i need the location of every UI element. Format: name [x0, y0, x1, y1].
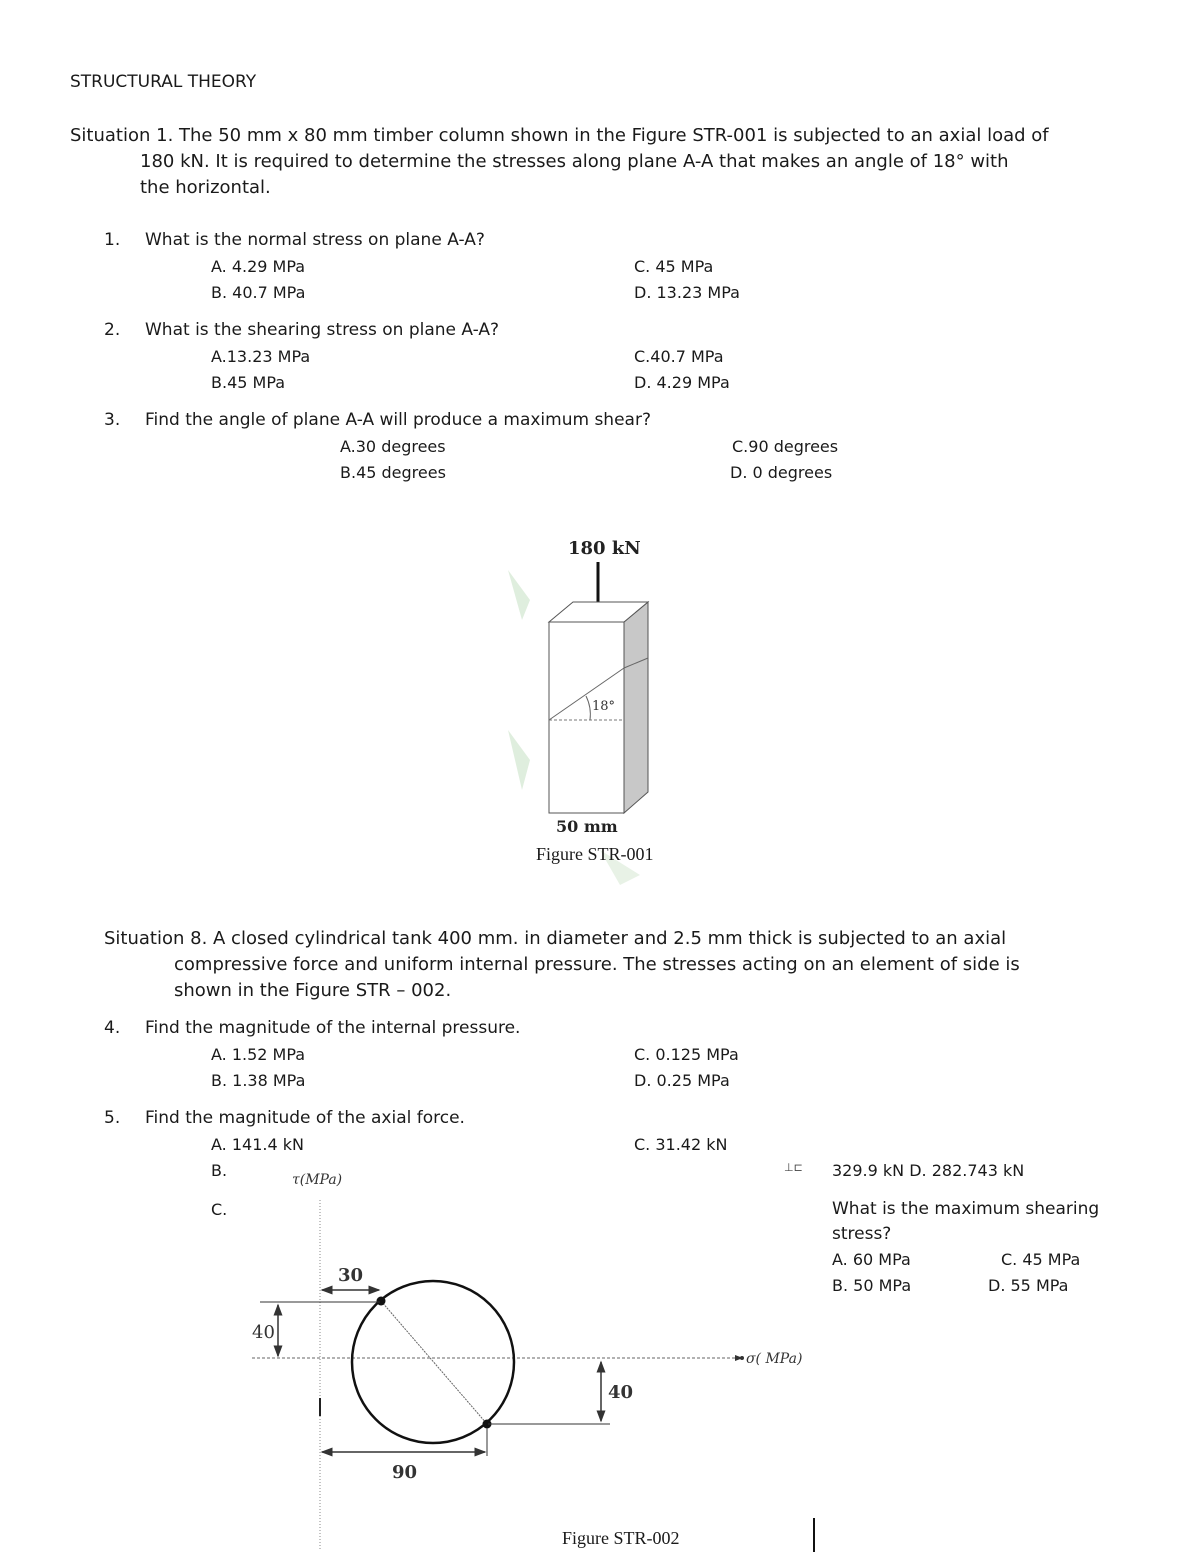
question-number: 1.	[104, 230, 121, 250]
dimension-40-left-label: 40	[252, 1322, 275, 1343]
option-a: A. 60 MPa	[832, 1250, 911, 1269]
mohr-circle	[352, 1281, 514, 1443]
option-b: B.45 MPa	[211, 373, 286, 392]
dimension-40-right-label: 40	[608, 1382, 634, 1403]
question-text: Find the magnitude of the axial force.	[145, 1108, 465, 1128]
option-b: B. 40.7 MPa	[211, 283, 306, 302]
stray-mark-icon: ⊥⊏	[784, 1161, 803, 1174]
option-b: B.	[211, 1161, 228, 1180]
figure-str-002	[240, 1160, 830, 1553]
question-number: 5.	[104, 1108, 121, 1128]
question-text: Find the magnitude of the internal pressure.	[145, 1018, 521, 1038]
situation-1-line-2: 180 kN. It is required to determine the stresses along plane A-A that makes an angle of 18° with	[140, 151, 1009, 172]
option-d: D. 13.23 MPa	[634, 283, 740, 302]
question-6-text-line-2: stress?	[832, 1224, 892, 1244]
option-a: A. 4.29 MPa	[211, 257, 306, 276]
option-b: B. 1.38 MPa	[211, 1071, 306, 1090]
option-a: A.13.23 MPa	[211, 347, 311, 366]
sigma-axis-label: σ( MPa)	[746, 1351, 803, 1367]
option-d: D. 0 degrees	[730, 463, 833, 482]
figure-2-caption: Figure STR-002	[562, 1528, 680, 1548]
option-d: 329.9 kN D. 282.743 kN	[832, 1161, 1025, 1180]
question-number: 3.	[104, 410, 121, 430]
option-c: C. 45 MPa	[1001, 1250, 1081, 1269]
question-text: What is the normal stress on plane A-A?	[145, 230, 485, 250]
option-c: C. 45 MPa	[634, 257, 714, 276]
dimension-90-label: 90	[392, 1462, 418, 1483]
option-a: A.30 degrees	[340, 437, 446, 456]
situation-8-line-2: compressive force and uniform internal pressure. The stresses acting on an element of side is	[174, 954, 1020, 975]
option-a: A. 1.52 MPa	[211, 1045, 306, 1064]
option-d: D. 55 MPa	[988, 1276, 1069, 1295]
situation-1-text	[70, 123, 1110, 201]
option-b: B. 50 MPa	[832, 1276, 912, 1295]
stress-point-top	[377, 1297, 386, 1306]
width-label: 50 mm	[556, 817, 618, 836]
question-text: What is the shearing stress on plane A-A?	[145, 320, 500, 340]
sigma-axis-end-dot	[740, 1356, 744, 1360]
option-d: D. 0.25 MPa	[634, 1071, 730, 1090]
situation-1-line-1: Situation 1. The 50 mm x 80 mm timber column shown in the Figure STR-001 is subjected to an axial load of	[70, 125, 1049, 146]
circle-diameter	[381, 1301, 487, 1424]
tau-axis-label: τ(MPa)	[292, 1172, 343, 1188]
dimension-30-label: 30	[338, 1265, 364, 1286]
situation-8-line-3: shown in the Figure STR – 002.	[174, 980, 452, 1001]
page-title: STRUCTURAL THEORY	[70, 72, 257, 92]
text-cursor-bar	[813, 1518, 815, 1552]
option-a: A. 141.4 kN	[211, 1135, 304, 1154]
watermark-mark	[508, 570, 530, 620]
option-c: C.40.7 MPa	[634, 347, 724, 366]
figure-str-001	[500, 530, 700, 890]
watermark-mark	[508, 730, 530, 790]
option-c: C. 0.125 MPa	[634, 1045, 739, 1064]
figure-1-caption: Figure STR-001	[536, 844, 654, 864]
question-6-text-line-1: What is the maximum shearing	[832, 1199, 1100, 1219]
option-c: C.90 degrees	[732, 437, 839, 456]
option-c: C.	[211, 1200, 228, 1219]
question-number: 2.	[104, 320, 121, 340]
situation-1-line-3: the horizontal.	[140, 177, 271, 198]
option-b: B.45 degrees	[340, 463, 446, 482]
situation-8-line-1: Situation 8. A closed cylindrical tank 400 mm. in diameter and 2.5 mm thick is subjected to an axial	[104, 928, 1007, 949]
column-side-face	[624, 602, 648, 813]
option-c: C. 31.42 kN	[634, 1135, 728, 1154]
column-front-face	[549, 622, 624, 813]
question-text: Find the angle of plane A-A will produce a maximum shear?	[145, 410, 651, 430]
load-label: 180 kN	[568, 538, 641, 559]
situation-8-text	[104, 926, 1104, 1004]
question-number: 4.	[104, 1018, 121, 1038]
option-d: D. 4.29 MPa	[634, 373, 730, 392]
angle-label: 18°	[592, 699, 616, 714]
